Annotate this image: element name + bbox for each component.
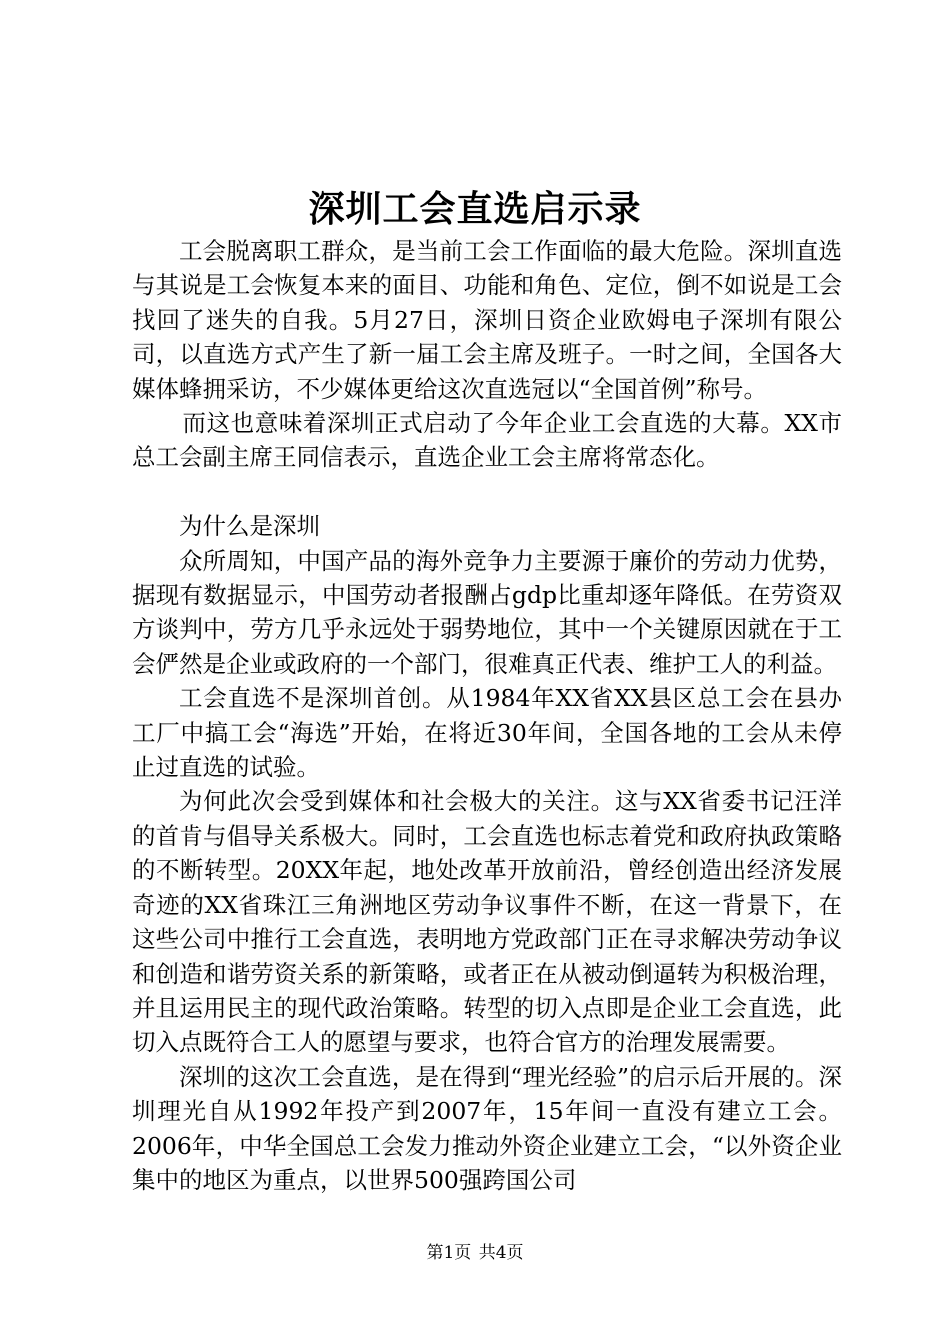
paragraph: 而这也意味着深圳正式启动了今年企业工会直选的大幕。XX市总工会副主席王同信表示，直选企业工会主席将常态化。 (132, 409, 842, 472)
document-body (132, 234, 842, 1197)
page-footer: 第1页 共4页 (426, 1243, 524, 1263)
paragraph: 工会直选不是深圳首创。从1984年XX省XX县区总工会在县办工厂中搞工会“海选”开始，在将近30年间，全国各地的工会从未停止过直选的试验。 (132, 684, 842, 782)
paragraph: 为何此次会受到媒体和社会极大的关注。这与XX省委书记汪洋的首肯与倡导关系极大。同时，工会直选也标志着党和政府执政策略的不断转型。20XX年起，地处改革开放前沿，曾经创造出经济发展奇迹的XX省珠江三角洲地区劳动争议事件不断，在这一背景下，在这些公司中推行工会直选，表明地方党政部门正在寻求解决劳动争议和创造和谐劳资关系的新策略，或者正在从被动倒逼转为积极治理，并且运用民主的现代政治策略。转型的切入点即是企业工会直选，此切入点既符合工人的愿望与要求，也符合官方的治理发展需要。 (132, 787, 842, 1057)
document-title: 深圳工会直选启示录 (308, 188, 642, 230)
paragraph: 众所周知，中国产品的海外竞争力主要源于廉价的劳动力优势，据现有数据显示，中国劳动者报酬占gdp比重却逐年降低。在劳资双方谈判中，劳方几乎永远处于弱势地位，其中一个关键原因就在于工会俨然是企业或政府的一个部门，很难真正代表、维护工人的利益。 (132, 546, 842, 678)
paragraph: 深圳的这次工会直选，是在得到“理光经验”的启示后开展的。深圳理光自从1992年投产到2007年，15年间一直没有建立工会。2006年，中华全国总工会发力推动外资企业建立工会，“以外资企业集中的地区为重点，以世界500强跨国公司 (132, 1062, 842, 1194)
paragraph: 工会脱离职工群众，是当前工会工作面临的最大危险。深圳直选与其说是工会恢复本来的面目、功能和角色、定位，倒不如说是工会找回了迷失的自我。5月27日，深圳日资企业欧姆电子深圳有限公司，以直选方式产生了新一届工会主席及班子。一时之间，全国各大媒体蜂拥采访，不少媒体更给这次直选冠以“全国首例”称号。 (132, 237, 842, 403)
section-heading: 为什么是深圳 (179, 512, 320, 541)
